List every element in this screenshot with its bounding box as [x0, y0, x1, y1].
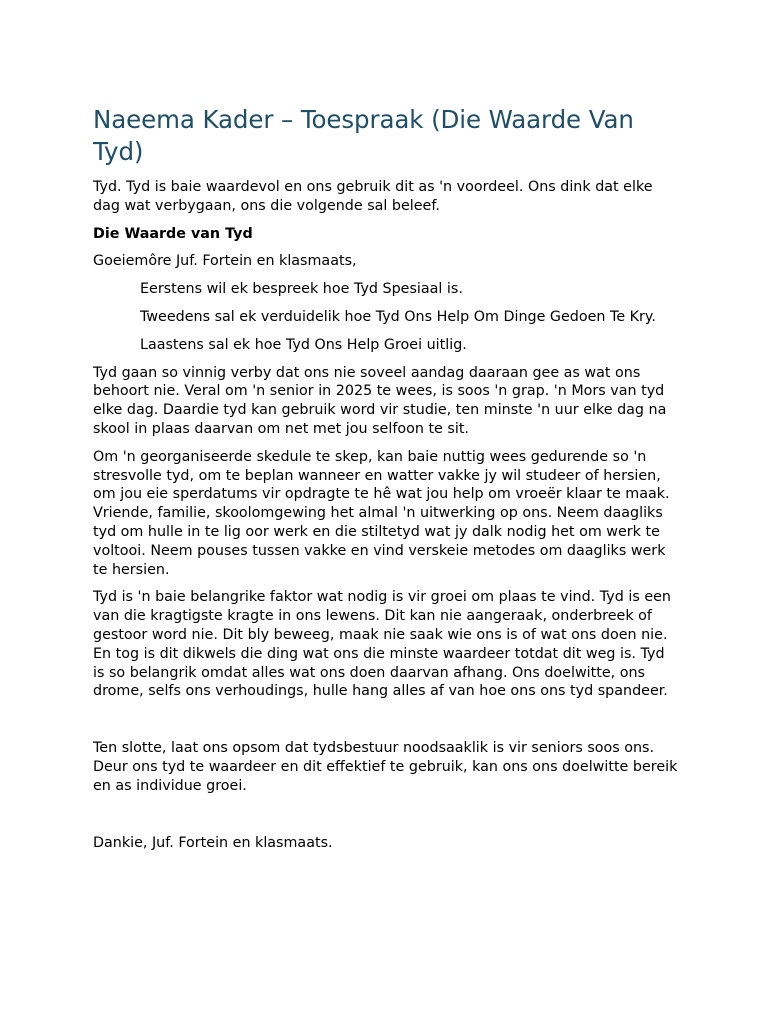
body-paragraph-time-passes: Tyd gaan so vinnig verby dat ons nie soveel aandag daaraan gee as wat ons behoort nie. Veral om 'n senior in 2025 te wees, is soos 'n grap. 'n Mors van tyd elke dag. Daardie tyd kan gebruik word vir studie, ten minste 'n uur elke dag na skool in plaas daarvan om net met jou selfoon te sit. [93, 364, 667, 437]
point-second: Tweedens sal ek verduidelik hoe Tyd Ons Help Om Dinge Gedoen Te Kry. [140, 308, 656, 325]
greeting: Goeiemôre Juf. Fortein en klasmaats, [93, 253, 357, 270]
document-title: Naeema Kader – Toespraak (Die Waarde Van Tyd) [93, 105, 634, 166]
section-heading: Die Waarde van Tyd [93, 225, 253, 242]
body-paragraph-schedule: Om 'n georganiseerde skedule te skep, kan baie nuttig wees gedurende so 'n stresvolle tyd, om te beplan wanneer en watter vakke jy wil studeer of hersien, om jou eie sperdatums vir opdragte te hê wat jou help om vroeër klaar te maak. Vriende, familie, skoolomgewing het almal 'n uitwerking op ons. Neem daagliks tyd om hulle in te lig oor werk en die stiltetyd wat jy dalk nodig het om werk te voltooi. Neem pouses tussen vakke en vind verskeie metodes om daagliks werk te hersien. [93, 448, 670, 578]
body-paragraph-growth: Tyd is 'n baie belangrike faktor wat nodig is vir groei om plaas te vind. Tyd is een van die kragtigste kragte in ons lewens. Dit kan nie aangeraak, onderbreek of gestoor word nie. Dit bly beweeg, maak nie saak wie ons is of wat ons doen nie. En tog is dit dikwels die ding wat ons die minste waardeer totdat dit weg is. Tyd is so belangrik omdat alles wat ons doen daarvan afhang. Ons doelwitte, ons drome, selfs ons verhoudings, hulle hang alles af van hoe ons ons tyd spandeer. [93, 589, 671, 700]
point-first: Eerstens wil ek bespreek hoe Tyd Spesiaal is. [140, 281, 463, 298]
intro-paragraph: Tyd. Tyd is baie waardevol en ons gebruik dit as 'n voordeel. Ons dink dat elke dag wat verbygaan, ons die volgende sal beleef. [93, 179, 653, 214]
closing-line: Dankie, Juf. Fortein en klasmaats. [93, 834, 333, 851]
document-page [93, 104, 678, 861]
point-third: Laastens sal ek hoe Tyd Ons Help Groei uitlig. [140, 336, 467, 353]
conclusion-paragraph: Ten slotte, laat ons opsom dat tydsbestuur noodsaaklik is vir seniors soos ons. Deur ons tyd te waardeer en dit effektief te gebruik, kan ons ons doelwitte bereik en as individue groei. [93, 740, 678, 794]
